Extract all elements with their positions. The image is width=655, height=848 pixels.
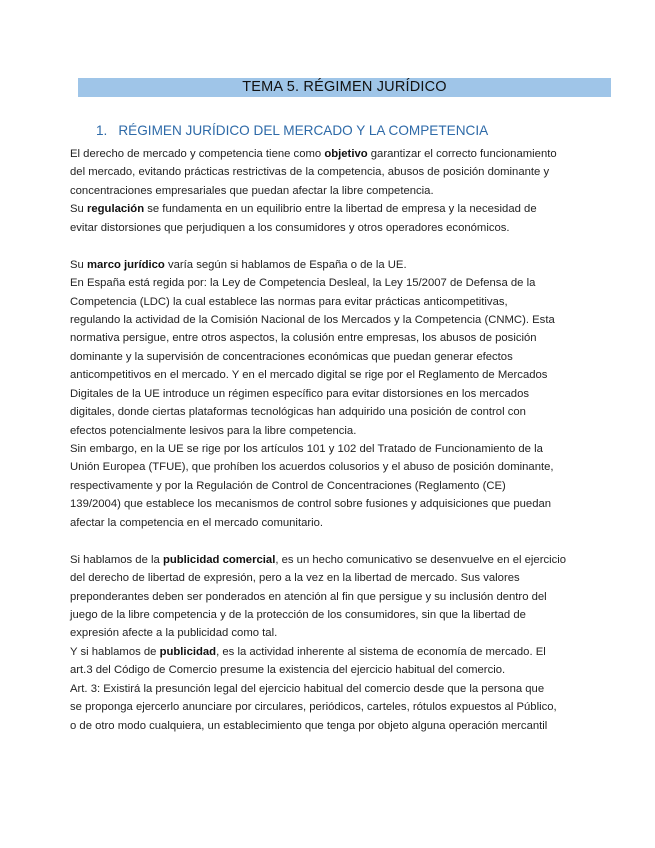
- paragraph-gap: [70, 237, 585, 255]
- text-line: Sin embargo, en la UE se rige por los artículos 101 y 102 del Tratado de Funcionamiento de la: [70, 443, 543, 455]
- text-line: del mercado, evitando prácticas restrictivas de la competencia, abusos de posición dominante y: [70, 166, 550, 179]
- section-heading: [96, 122, 488, 140]
- text-line: juego de la libre competencia y de la protección de los consumidores, sin que la libertad de: [70, 608, 526, 621]
- text-run: , es la actividad inherente al sistema de economía de mercado. El: [216, 645, 546, 658]
- bold-term: publicidad: [159, 645, 217, 658]
- text-line: respectivamente y por la Regulación de Control de Concentraciones (Reglamento (CE): [70, 479, 506, 492]
- text-run: varía según si hablamos de España o de la UE.: [164, 258, 407, 271]
- bold-term: objetivo: [324, 148, 368, 160]
- text-line: digitales, donde ciertas plataformas tecnológicas han adquirido una posición de control con: [70, 406, 526, 419]
- section-title: RÉGIMEN JURÍDICO DEL MERCADO Y LA COMPETENCIA: [118, 123, 489, 138]
- body-text: [70, 145, 585, 735]
- text-line: expresión afecte a la publicidad como tal.: [70, 627, 278, 640]
- text-line: [70, 200, 585, 218]
- text-line: dominante y la supervisión de concentraciones económicas que puedan generar efectos: [70, 350, 513, 363]
- text-line: regulando la actividad de la Comisión Nacional de los Mercados y la Competencia (CNMC). Esta: [70, 313, 555, 326]
- text-line: Competencia (LDC) la cual establece las normas para evitar prácticas anticompetitivas,: [70, 295, 508, 308]
- text-line: 139/2004) que establece los mecanismos de control sobre fusiones y adquisiciones que puedan: [70, 498, 552, 511]
- text-line: Digitales de la UE introduce un régimen específico para evitar distorsiones en los mercados: [70, 387, 530, 400]
- text-line: o de otro modo cualquiera, un establecimiento que tenga por objeto alguna operación mercantil: [70, 719, 548, 732]
- text-line: se proponga ejercerlo anunciare por circulares, periódicos, carteles, rótulos expuestos al Público,: [70, 701, 557, 714]
- text-run: , es un hecho comunicativo se desenvuelve en el ejercicio: [275, 553, 567, 566]
- text-line: normativa persigue, entre otros aspectos, la colusión entre empresas, los abusos de posición: [70, 332, 537, 345]
- text-line: art.3 del Código de Comercio presume la existencia del ejercicio habitual del comercio.: [70, 664, 506, 677]
- bold-term: marco jurídico: [86, 258, 165, 271]
- text-line: concentraciones empresariales que puedan afectar la libre competencia.: [70, 184, 434, 197]
- text-line: preponderantes deben ser ponderados en atención al fin que persigue y su inclusión dentro del: [70, 590, 547, 603]
- text-run: Su: [70, 203, 87, 216]
- text-run: El derecho de mercado y competencia tiene como: [70, 148, 325, 160]
- section-number: 1.: [96, 123, 108, 138]
- text-line: Art. 3: Existirá la presunción legal del ejercicio habitual del comercio desde que la persona que: [70, 682, 545, 695]
- text-line: En España está regida por: la Ley de Competencia Desleal, la Ley 15/2007 de Defensa de la: [70, 277, 536, 290]
- text-run: Su: [70, 258, 87, 271]
- text-line: afectar la competencia en el mercado comunitario.: [70, 516, 324, 529]
- paragraph-gap: [70, 532, 585, 550]
- text-line: [70, 256, 585, 274]
- text-run: Si hablamos de la: [70, 553, 163, 566]
- bold-term: regulación: [86, 203, 145, 216]
- text-line: [70, 145, 585, 163]
- text-line: evitar distorsiones que perjudiquen a los consumidores y otros operadores económicos.: [70, 221, 510, 234]
- text-line: del derecho de libertad de expresión, pero a la vez en la libertad de mercado. Sus valores: [70, 572, 520, 585]
- text-line: [70, 643, 585, 661]
- text-run: Y si hablamos de: [70, 645, 160, 658]
- page-title: TEMA 5. RÉGIMEN JURÍDICO: [78, 78, 611, 97]
- bold-term: publicidad comercial: [162, 553, 276, 566]
- text-line: Unión Europea (TFUE), que prohíben los acuerdos colusorios y el abuso de posición dominante,: [70, 461, 554, 474]
- text-run: garantizar el correcto funcionamiento: [367, 148, 557, 160]
- text-line: efectos potencialmente lesivos para la libre competencia.: [70, 424, 357, 437]
- text-run: se fundamenta en un equilibrio entre la libertad de empresa y la necesidad de: [144, 203, 537, 216]
- text-line: [70, 551, 585, 569]
- text-line: anticompetitivos en el mercado. Y en el mercado digital se rige por el Reglamento de Mercados: [70, 369, 548, 382]
